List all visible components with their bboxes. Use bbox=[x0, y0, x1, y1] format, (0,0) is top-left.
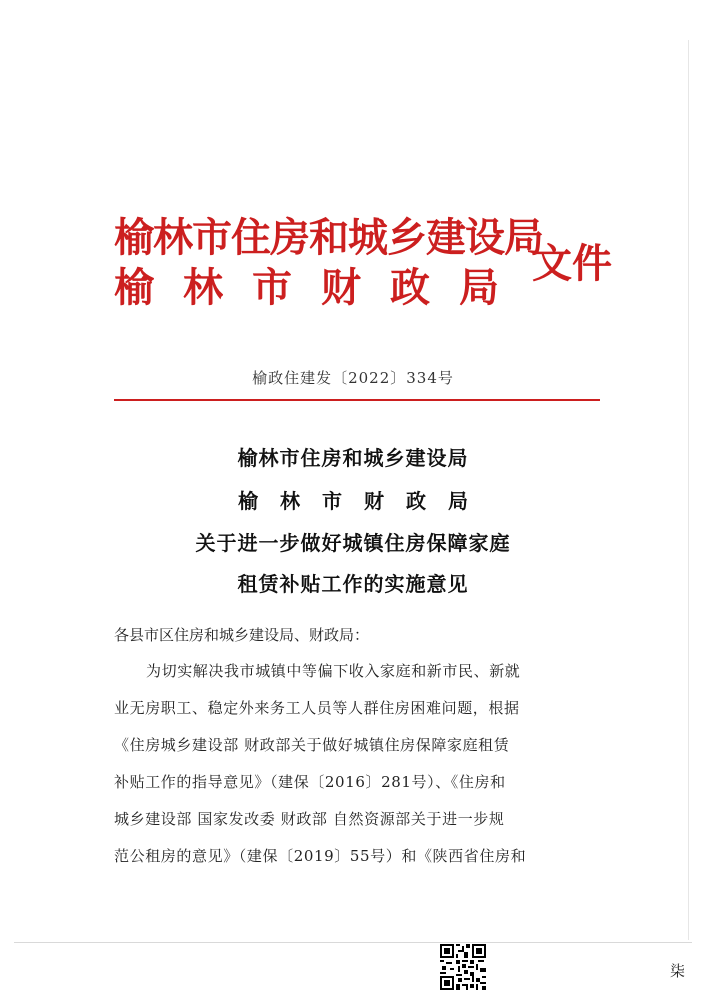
body-line: 业无房职工、稳定外来务工人员等人群住房困难问题，根据 bbox=[114, 699, 520, 717]
body-line: 补贴工作的指导意见》（建保〔2016〕281号）、《住房和 bbox=[114, 773, 506, 791]
page-edge-bottom bbox=[14, 942, 692, 943]
header-red-rule bbox=[114, 399, 600, 401]
document-type-label: 文件 bbox=[532, 240, 612, 287]
body-line: 为切实解决我市城镇中等偏下收入家庭和新市民、新就 bbox=[146, 662, 521, 680]
title-line-2: 榆林市财政局 bbox=[238, 489, 490, 513]
page-footer-marker: 柒 bbox=[670, 962, 686, 980]
document-header bbox=[114, 206, 634, 311]
title-line-1: 榆林市住房和城乡建设局 bbox=[237, 446, 469, 470]
body-line: 城乡建设部 国家发改委 财政部 自然资源部关于进一步规 bbox=[114, 810, 505, 828]
agency-name-finance: 榆林市财政局 bbox=[114, 264, 528, 311]
qr-code-icon bbox=[440, 944, 486, 990]
document-number: 榆政住建发〔2022〕334号 bbox=[252, 369, 454, 387]
title-line-4: 租赁补贴工作的实施意见 bbox=[237, 572, 469, 596]
salutation: 各县市区住房和城乡建设局、财政局： bbox=[114, 626, 370, 644]
body-line: 《住房城乡建设部 财政部关于做好城镇住房保障家庭租赁 bbox=[114, 736, 510, 754]
body-line: 范公租房的意见》（建保〔2019〕55号）和《陕西省住房和 bbox=[114, 847, 527, 865]
agency-name-housing: 榆林市住房和城乡建设局 bbox=[114, 214, 543, 261]
title-line-3: 关于进一步做好城镇住房保障家庭 bbox=[195, 531, 511, 555]
